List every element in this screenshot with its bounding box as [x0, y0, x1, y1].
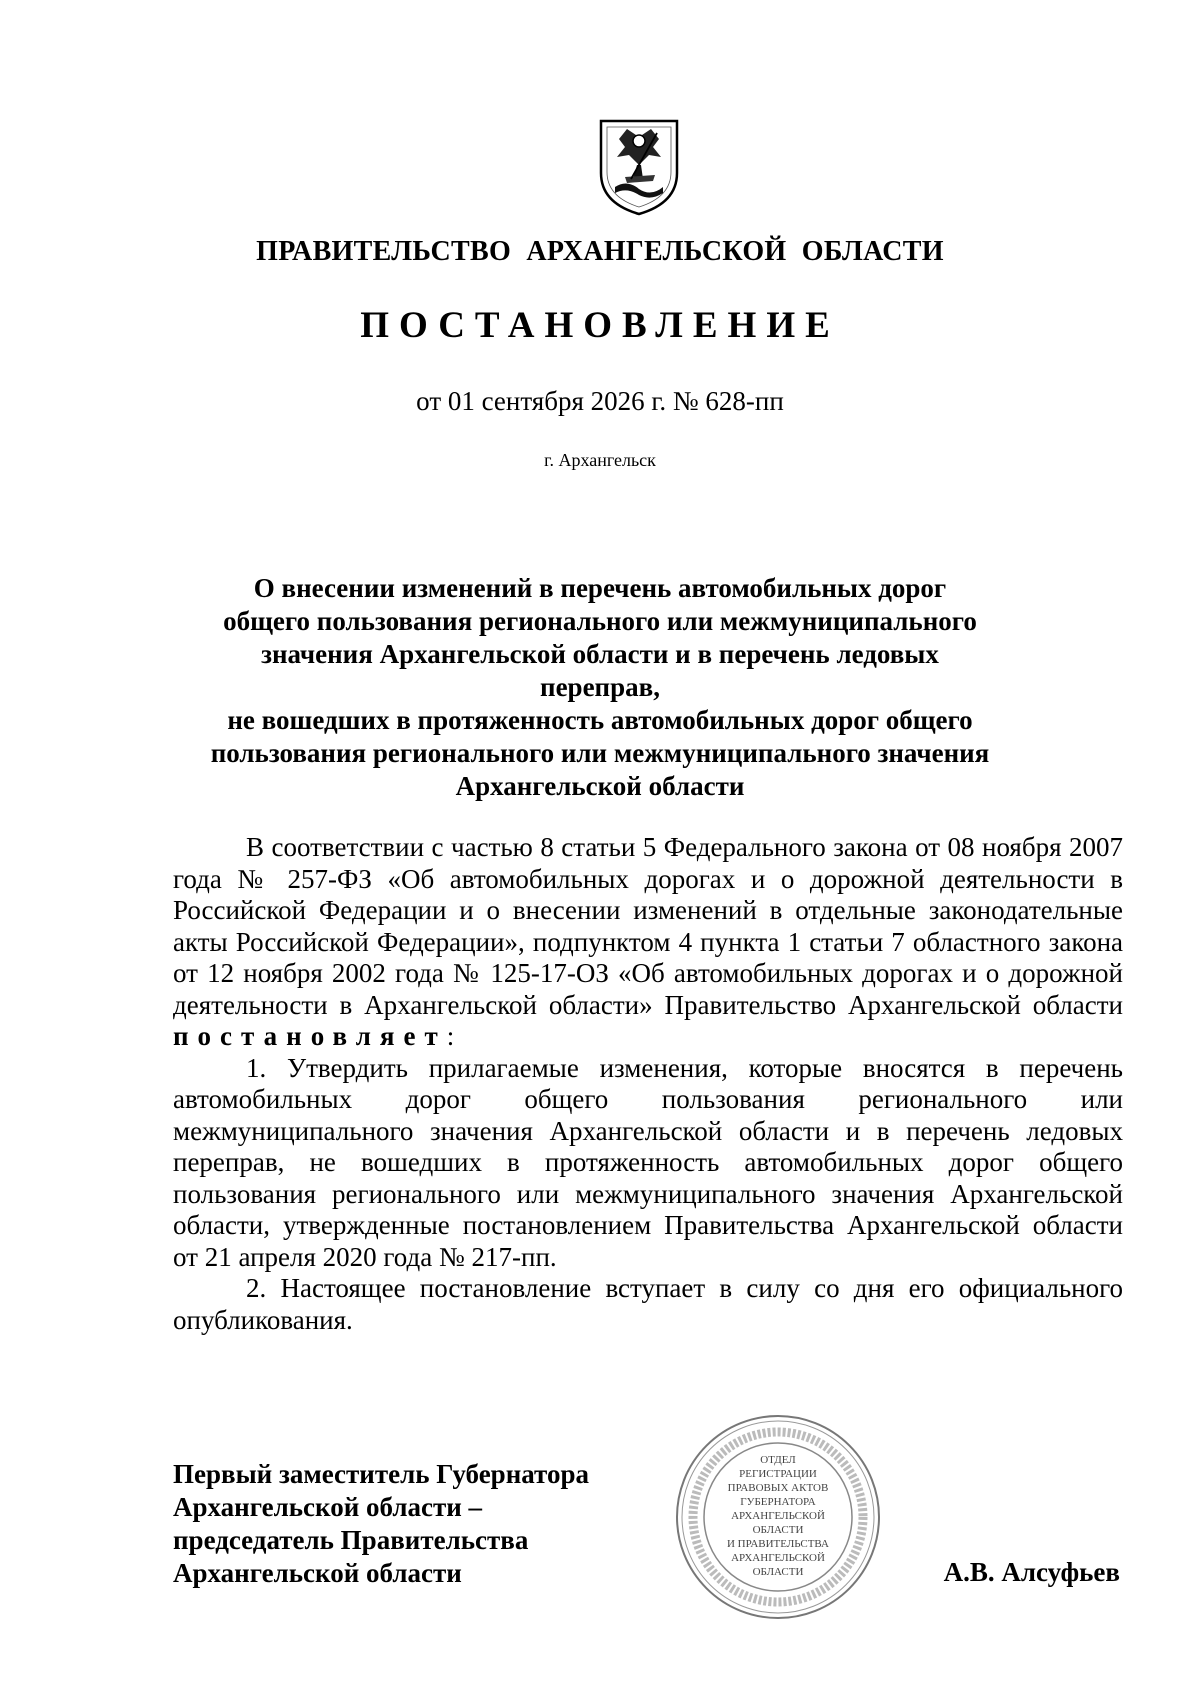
coat-of-arms-icon	[597, 117, 681, 217]
document-type-heading: ПОСТАНОВЛЕНИЕ	[360, 305, 840, 346]
subject-line: значения Архангельской области и в перечень ледовых переправ,	[261, 639, 939, 702]
preamble-text: В соответствии с частью 8 статьи 5 Федерального закона от 08 ноября 2007 года № 257-ФЗ «Об автомобильных дорогах и о дорожной деятельности в Российской Федерации и о внесении изменений в отдельные законодательные акты Российской Федерации», подпунктом 4 пункта 1 статьи 7 областного закона от 12 ноября 2002 года № 125-17-ОЗ «Об автомобильных дорогах и о дорожной деятельности в Архангельской области» Правительство Архангельской области	[173, 832, 1123, 1020]
decrees-word: постановляет	[173, 1021, 447, 1051]
seal-line: ПРАВОВЫХ АКТОВ	[727, 1482, 829, 1494]
seal-line: АРХАНГЕЛЬСКОЙ	[731, 1510, 825, 1522]
signer-position-line: Архангельской области	[173, 1558, 462, 1588]
item-1-paragraph: 1. Утвердить прилагаемые изменения, которые вносятся в перечень автомобильных дорог общего пользования регионального или межмуниципального значения Архангельской области и в перечень ледовых переправ, не вошедших в протяженность автомобильных дорог общего пользования регионального или межмуниципального значения Архангельской области, утвержденные постановлением Правительства Архангельской области от 21 апреля 2020 года № 217-пп.	[173, 1052, 1123, 1272]
signer-position	[173, 1458, 653, 1590]
seal-inner-text	[713, 1453, 843, 1579]
document-subject	[200, 572, 1000, 803]
seal-line: И ПРАВИТЕЛЬСТВА	[726, 1538, 829, 1550]
signer-position-line: председатель Правительства	[173, 1525, 529, 1555]
signer-position-line: Первый заместитель Губернатора	[173, 1459, 589, 1489]
seal-line: ОБЛАСТИ	[752, 1566, 804, 1578]
subject-line: О внесении изменений в перечень автомобильных дорог	[253, 573, 947, 603]
decrees-colon: :	[446, 1021, 455, 1051]
signer-name: А.В. Алсуфьев	[943, 1557, 1120, 1587]
document-date-number: от 01 сентября 2026 г. № 628-пп	[416, 386, 784, 416]
seal-line: РЕГИСТРАЦИИ	[739, 1468, 817, 1480]
seal-line: ОБЛАСТИ	[752, 1524, 804, 1536]
signer-position-line: Архангельской области –	[173, 1492, 483, 1522]
item-2-paragraph: 2. Настоящее постановление вступает в силу со дня его официального опубликования.	[173, 1273, 1123, 1335]
subject-line: общего пользования регионального или межмуниципального	[223, 606, 977, 636]
seal-line: АРХАНГЕЛЬСКОЙ	[731, 1552, 825, 1564]
preamble-paragraph	[173, 832, 1123, 1053]
seal-line: ОТДЕЛ	[760, 1454, 796, 1466]
document-body	[173, 832, 1123, 1336]
subject-line: не вошедших в протяженность автомобильных дорог общего	[227, 705, 973, 735]
seal-line: ГУБЕРНАТОРА	[740, 1496, 816, 1508]
government-title: ПРАВИТЕЛЬСТВО АРХАНГЕЛЬСКОЙ ОБЛАСТИ	[256, 236, 944, 267]
subject-line: пользования регионального или межмуниципального значения	[210, 738, 990, 768]
document-city: г. Архангельск	[544, 450, 656, 470]
subject-line: Архангельской области	[455, 771, 745, 801]
